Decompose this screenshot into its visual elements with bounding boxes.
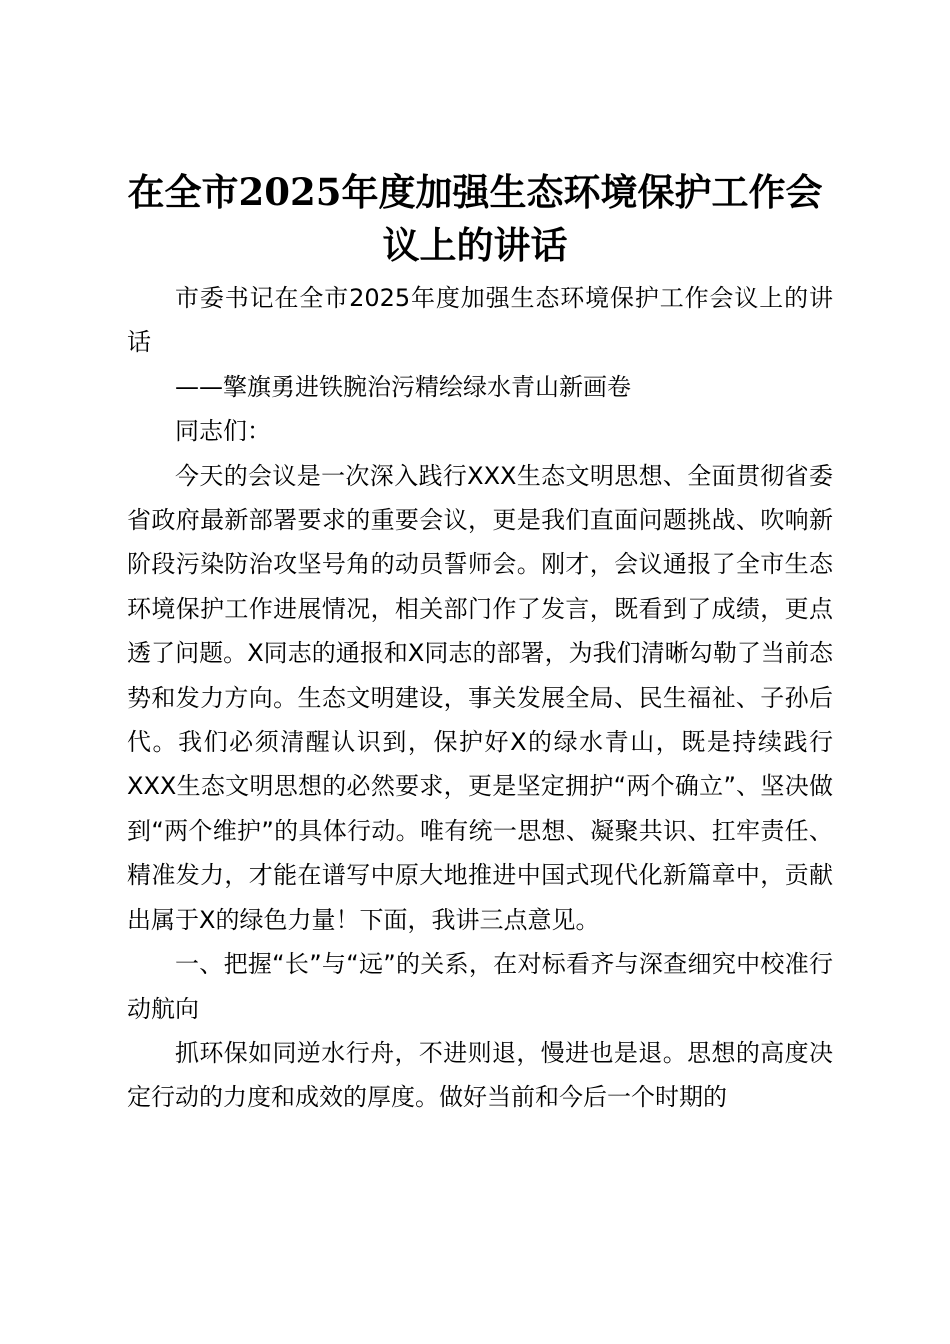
document-body (127, 276, 833, 1120)
salutation: 同志们： (175, 417, 271, 446)
section-1-paragraph: 抓环保如同逆水行舟，不进则退，慢进也是退。思想的高度决定行动的力度和成效的厚度。做好当前和今后一个时期的 (127, 1038, 833, 1112)
intro-paragraph: 今天的会议是一次深入践行XXX生态文明思想、全面贯彻省委省政府最新部署要求的重要会议，更是我们直面问题挑战、吹响新阶段污染防治攻坚号角的动员誓师会。刚才，会议通报了全市生态环境保护工作进展情况，相关部门作了发言，既看到了成绩，更点透了问题。X同志的通报和X同志的部署，为我们清晰勾勒了当前态势和发力方向。生态文明建设，事关发展全局、民生福祉、子孙后代。我们必须清醒认识到，保护好X的绿水青山，既是持续践行XXX生态文明思想的必然要求，更是坚定拥护“两个确立”、坚决做到“两个维护”的具体行动。唯有统一思想、凝聚共识、扛牢责任、精准发力，才能在谱写中原大地推进中国式现代化新篇章中，贡献出属于X的绿色力量！下面，我讲三点意见。 (127, 461, 833, 934)
document-title: 在全市2025年度加强生态环境保护工作会议上的讲话 (127, 170, 823, 267)
theme-line: ——擎旗勇进铁腕治污精绘绿水青山新画卷 (175, 372, 631, 401)
section-heading-1: 一、把握“长”与“远”的关系，在对标看齐与深查细究中校准行动航向 (127, 950, 833, 1023)
subtitle-paragraph: 市委书记在全市2025年度加强生态环境保护工作会议上的讲话 (127, 284, 833, 357)
